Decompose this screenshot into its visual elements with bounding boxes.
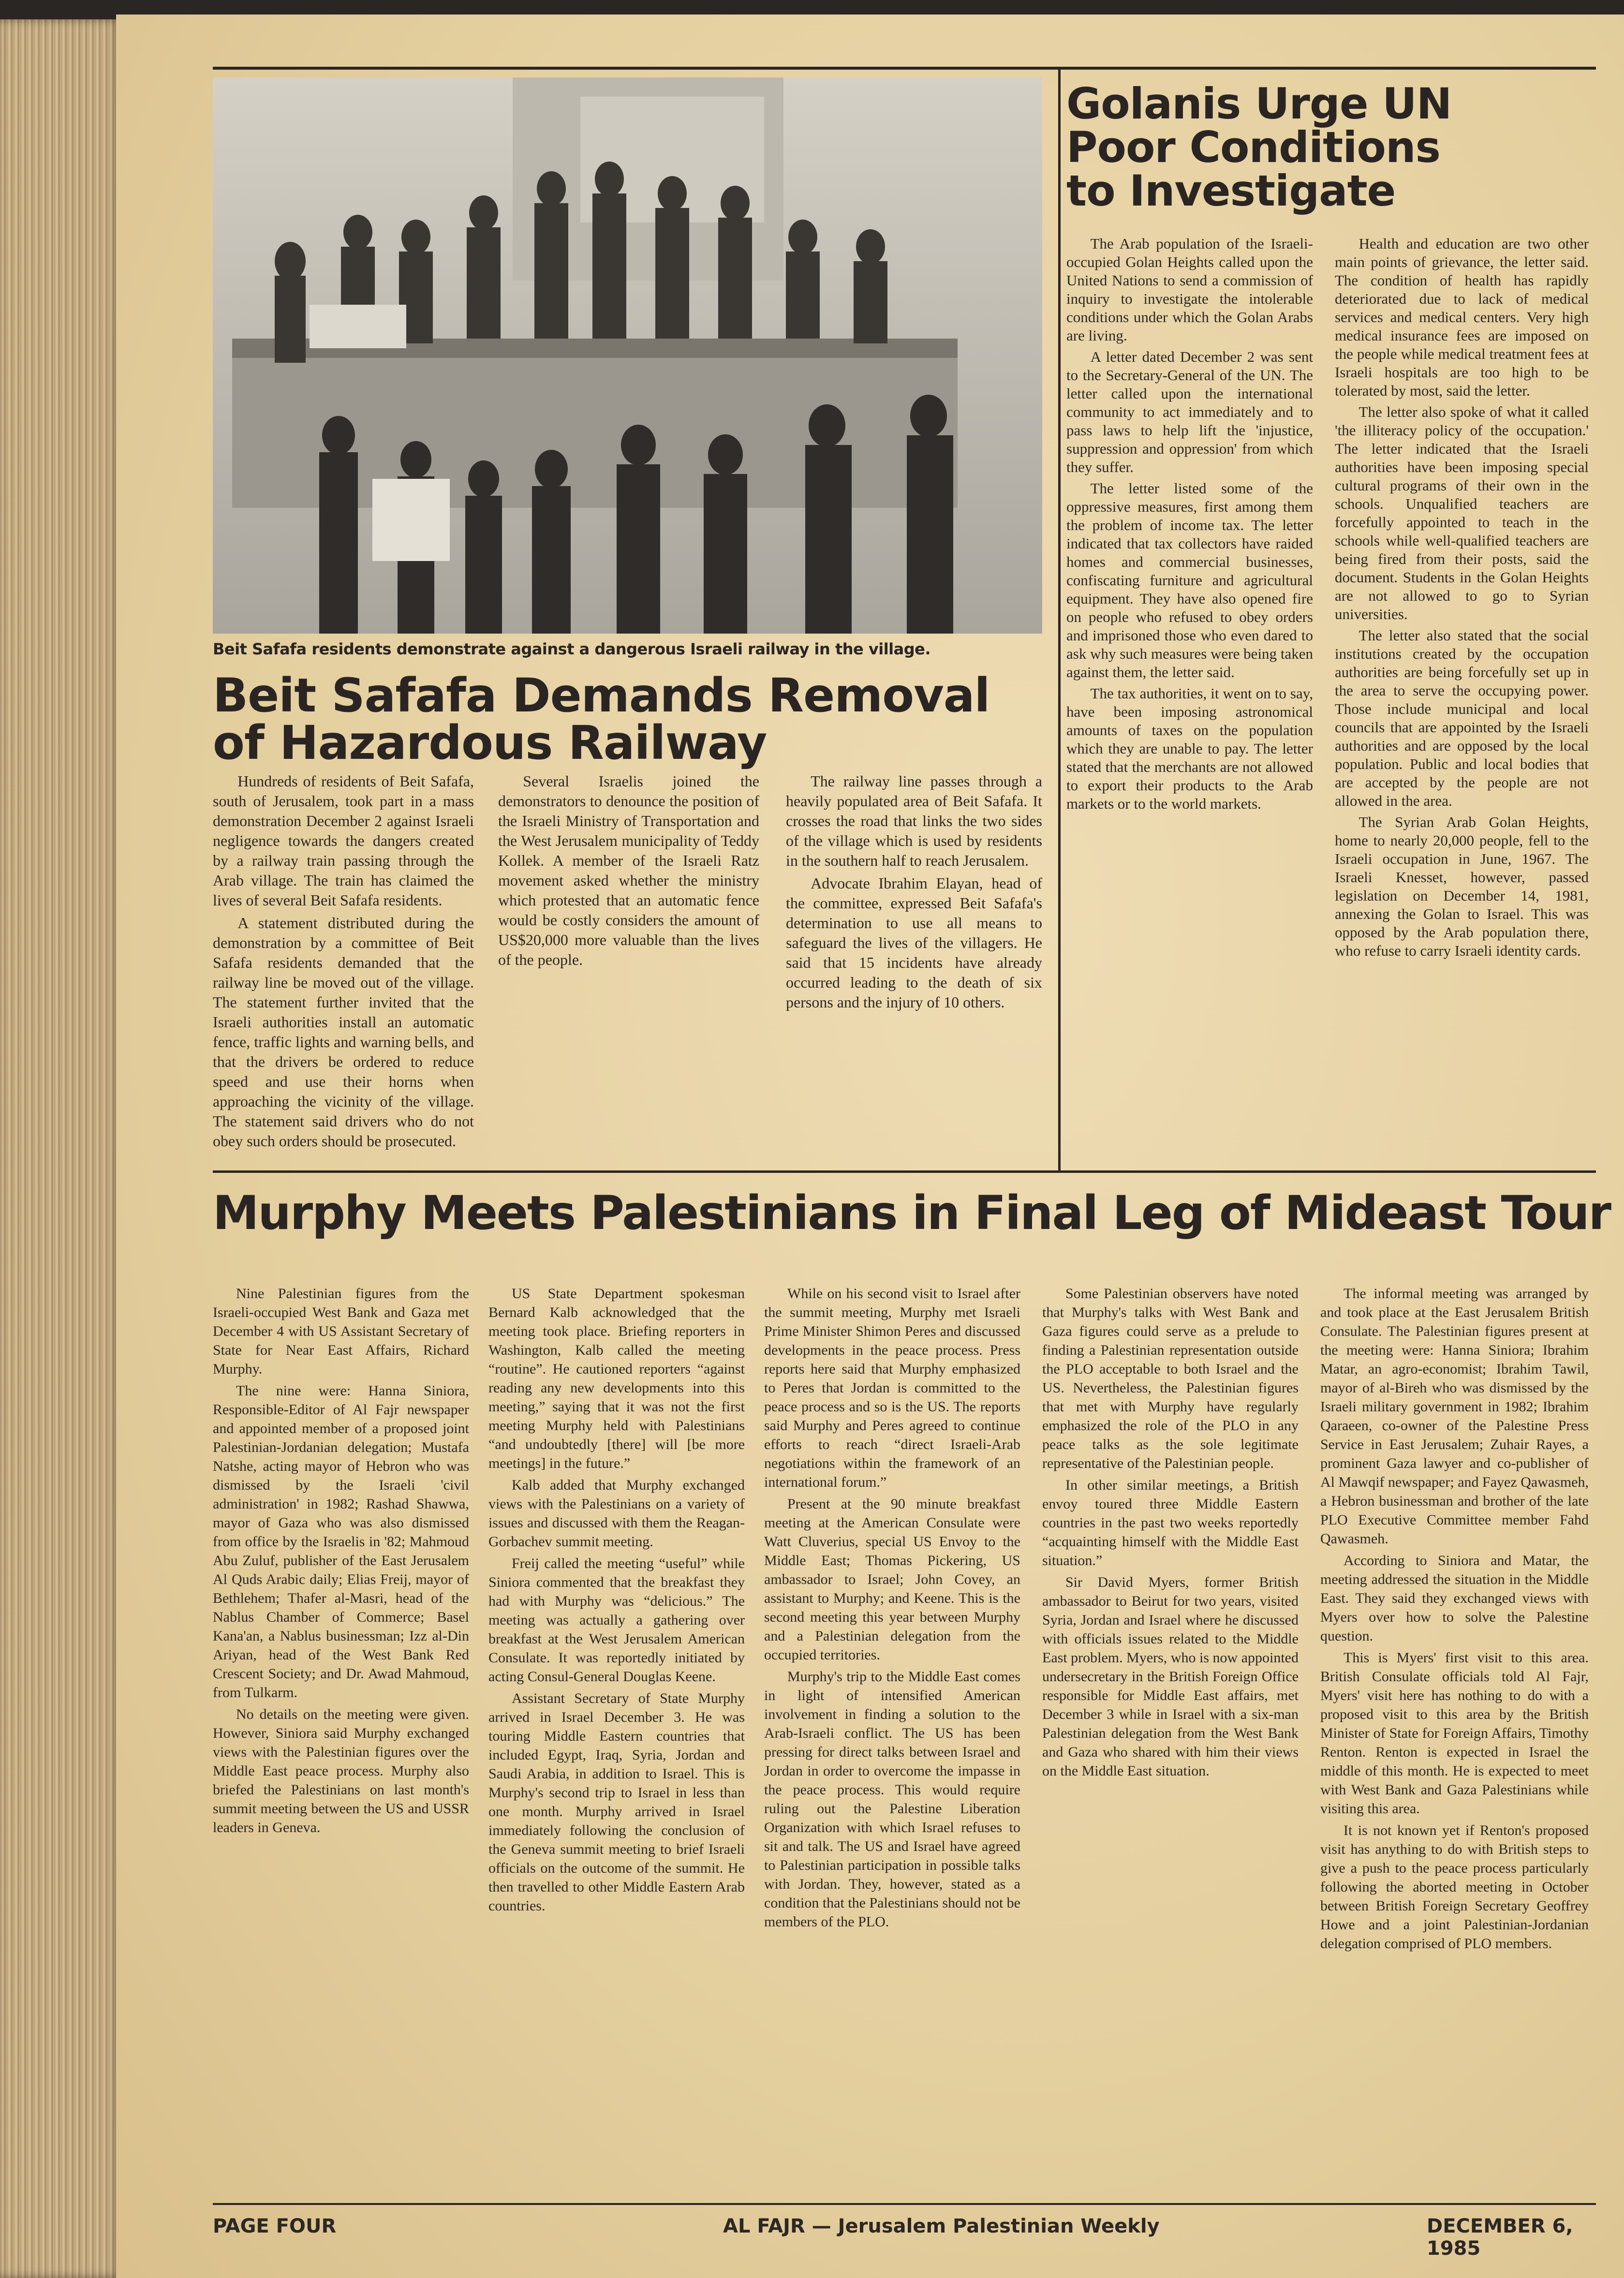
issue-date: DECEMBER 6, 1985 — [1427, 2215, 1573, 2260]
paragraph: Kalb added that Murphy exchanged views with the Palestinians on a variety of issues and discussed with them the Reagan-Gorbachev summit meeting. — [488, 1477, 745, 1550]
publication-name: AL FAJR — Jerusalem Palestinian Weekly — [723, 2215, 1160, 2237]
paragraph: Freij called the meeting “useful” while Siniora commented that the breakfast they had with Murphy was “delicious.” The meeting was actually a gathering over breakfast at the West Jerusalem American Consulate. It was reportedly initiated by acting Consul-General Douglas Keene. — [488, 1555, 745, 1685]
section-rule — [213, 1170, 1596, 1173]
paragraph: Nine Palestinian figures from the Israeli-occupied West Bank and Gaza met December 4 with US Assistant Secretary of State for Near East Affairs, Richard Murphy. — [213, 1286, 469, 1377]
paragraph: Sir David Myers, former British ambassador to Beirut for two years, visited Syria, Jordan and Israel where he discussed with officials issues related to the Middle East problem. Myers, who is now appointed undersecretary in the British Foreign Office responsible for Middle East affairs, met December 3 while in Israel with a six-man Palestinian delegation from the West Bank and Gaza who shared with him their views on the Middle East situation. — [1042, 1574, 1299, 1779]
paragraph: The letter listed some of the oppressive measures, first among them the problem of income tax. The letter indicated that tax collectors have raided homes and commercial businesses, confiscating furniture and agricultural equipment. They have also opened fire on people who refused to obey orders and imprisoned those who even dared to ask why such measures were being taken against them, the letter said. — [1066, 480, 1313, 680]
murphy-col-2 — [488, 1284, 745, 1918]
paragraph: Hundreds of residents of Beit Safafa, south of Jerusalem, took part in a mass demonstration December 2 against Israeli negligence towards the dangers created by a railway train passing through the Arab village. The train has claimed the lives of several Beit Safafa residents. — [213, 772, 474, 909]
page-stack-edge — [0, 19, 121, 2278]
paragraph: Several Israelis joined the demonstrators to denounce the position of the Israeli Ministry of Transportation and the West Jerusalem municipality of Teddy Kollek. A member of the Israeli Ratz movement asked whether the ministry which protested that an automatic fence would be costly considers the amount of US$20,000 more valuable than the lives of the people. — [498, 772, 759, 968]
golanis-headline: Golanis Urge UN Poor Conditions to Investigate — [1066, 79, 1452, 216]
murphy-col-3 — [764, 1284, 1020, 1934]
beit-safafa-col-2 — [498, 771, 759, 973]
paragraph: This is Myers' first visit to this area. British Consulate officials told Al Fajr, Myers' visit here has nothing to do with a proposed visit to this area by the British Minister of State for Foreign Affairs, Timothy Renton. Renton is expected in Israel the middle of this month. He is expected to meet with West Bank and Gaza Palestinians while visiting this area. — [1320, 1650, 1589, 1817]
golanis-col-2 — [1335, 235, 1589, 963]
murphy-headline: Murphy Meets Palestinians in Final Leg of Mideast Tour — [213, 1186, 1610, 1240]
murphy-col-1 — [213, 1284, 469, 1840]
paragraph: The letter also stated that the social institutions created by the occupation authorities are being forcefully set up in the area to serve the occupying power. Those include municipal and local councils that are appointed by the Israeli authorities and are opposed by the local population. Public and local bodies that are accepted by the people are not allowed in the area. — [1335, 627, 1589, 809]
paragraph: Health and education are two other main points of grievance, the letter said. The condition of health has rapidly deteriorated due to lack of medical services and medical centers. Very high medical insurance fees are imposed on the people while medical treatment fees at Israeli hospitals are too high to be tolerated by most, said the letter. — [1335, 235, 1589, 399]
murphy-col-4 — [1042, 1284, 1299, 1783]
paragraph: In other similar meetings, a British envoy toured three Middle Eastern countries in the past two weeks reportedly “acquainting himself with the Middle East situation.” — [1042, 1477, 1299, 1568]
paragraph: No details on the meeting were given. However, Siniora said Murphy exchanged views with the Palestinian figures over the Middle East peace process. Murphy also briefed the Palestinians on last month's summit meeting between the US and USSR leaders in Geneva. — [213, 1706, 469, 1835]
paragraph: The railway line passes through a heavily populated area of Beit Safafa. It crosses the road that links the two sides of the village which is used by residents in the southern half to reach Jerusalem. — [786, 772, 1042, 869]
paragraph: Advocate Ibrahim Elayan, head of the committee, expressed Beit Safafa's determination to use all means to safeguard the lives of the villagers. He said that 15 incidents have already occurred leading to the death of six persons and the injury of 10 others. — [786, 874, 1042, 1011]
paragraph: The nine were: Hanna Siniora, Responsible-Editor of Al Fajr newspaper and appointed member of a proposed joint Palestinian-Jordanian delegation; Mustafa Natshe, acting mayor of Hebron who was dismissed by the Israeli 'civil administration' in 1982; Rashad Shawwa, mayor of Gaza who was also dismissed from office by the Israelis in '82; Mahmoud Abu Zuluf, publisher of the East Jerusalem Al Quds Arabic daily; Elias Freij, mayor of Bethlehem; Thafer al-Masri, head of the Nablus Chamber of Commerce; Basel Kana'an, a Nablus businessman; Izz al-Din Ariyan, head of the West Bank Red Crescent Society; and Dr. Awad Mahmoud, from Tulkarm. — [213, 1383, 469, 1701]
paragraph: Murphy's trip to the Middle East comes in light of intensified American involvement in finding a solution to the Arab-Israeli conflict. The US has been pressing for direct talks between Israel and Jordan in order to overcome the impasse in the peace process. This would require ruling out the Palestine Liberation Organization with which Israel refuses to sit and talk. The US and Israel have agreed to Palestinian participation in possible talks with Jordan. They, however, stated as a condition that the Palestinians should not be members of the PLO. — [764, 1669, 1020, 1930]
column-divider — [1058, 67, 1061, 1172]
murphy-col-5 — [1320, 1284, 1589, 1956]
beit-safafa-col-3 — [786, 771, 1042, 1015]
top-rule — [213, 67, 1596, 70]
beit-safafa-col-1 — [213, 771, 474, 1154]
paragraph: The letter also spoke of what it called 'the illiteracy policy of the occupation.' The letter indicated that the Israeli authorities have been imposing special cultural programs of their own in the schools. Unqualified teachers are forcefully appointed to teach in the schools while well-qualified teachers are being fired from their posts, said the document. Students in the Golan Heights are not allowed to go to Syrian universities. — [1335, 403, 1589, 622]
paragraph: Some Palestinian observers have noted that Murphy's talks with West Bank and Gaza figures could serve as a prelude to finding a Palestinian representation outside the PLO acceptable to both Israel and the US. Nevertheless, the Palestinian figures that met with Murphy have regularly emphasized the role of the PLO in any peace talks as the sole legitimate representative of the Palestinian people. — [1042, 1286, 1299, 1471]
photo-caption: Beit Safafa residents demonstrate against a dangerous Israeli railway in the village. — [213, 640, 930, 658]
golanis-col-1 — [1066, 235, 1313, 816]
newspaper-page — [116, 15, 1624, 2278]
page-number: PAGE FOUR — [213, 2215, 337, 2237]
paragraph: US State Department spokesman Bernard Kalb acknowledged that the meeting took place. Briefing reporters in Washington, Kalb called the meeting “routine”. He cautioned reporters “against reading any new developments into this meeting,” saying that it was not the first meeting Murphy held with Palestinians “and undoubtedly [there] will [be more meetings] in the future.” — [488, 1286, 745, 1471]
demonstration-photo — [213, 77, 1042, 634]
paragraph: A statement distributed during the demonstration by a committee of Beit Safafa residents demanded that the railway line be moved out of the village. The statement further invited that the Israeli authorities install an automatic fence, traffic lights and warning bells, and that the drivers be ordered to reduce speed and use their horns when approaching the vicinity of the village. The statement said drivers who do not obey such orders should be prosecuted. — [213, 914, 474, 1150]
paragraph: The Arab population of the Israeli-occupied Golan Heights called upon the United Nations to send a commission of inquiry to investigate the intolerable conditions under which the Golan Arabs are living. — [1066, 235, 1313, 344]
paragraph: The Syrian Arab Golan Heights, home to nearly 20,000 people, fell to the Israeli occupation in June, 1967. The Israeli Knesset, however, passed legislation on December 14, 1981, annexing the Golan to Israel. This was opposed by the Arab population there, who refuse to carry Israeli identity cards. — [1335, 814, 1589, 959]
paragraph: Present at the 90 minute breakfast meeting at the American Consulate were Watt Cluverius, special US Envoy to the Middle East; Thomas Pickering, US ambassador to Israel; John Covey, an assistant to Murphy; and Keene. This is the second meeting this year between Murphy and a Palestinian delegation from the occupied territories. — [764, 1496, 1020, 1663]
paragraph: It is not known yet if Renton's proposed visit has anything to do with British steps to give a push to the peace process particularly following the aborted meeting in October between British Foreign Secretary Geoffrey Howe and a joint Palestinian-Jordanian delegation comprised of PLO members. — [1320, 1822, 1589, 1952]
paragraph: According to Siniora and Matar, the meeting addressed the situation in the Middle East. They said they exchanged views with Myers over how to solve the Palestine question. — [1320, 1553, 1589, 1644]
bottom-rule — [213, 2203, 1596, 2205]
paragraph: The tax authorities, it went on to say, have been imposing astronomical amounts of taxes on the population which they are unable to pay. The letter stated that the merchants are not allowed to export their products to the Arab markets or to the world markets. — [1066, 685, 1313, 812]
paragraph: The informal meeting was arranged by and took place at the East Jerusalem British Consulate. The Palestinian figures present at the meeting were: Hanna Siniora; Ibrahim Matar, an agro-economist; Ibrahim Tawil, mayor of al-Bireh who was dismissed by the Israeli military government in 1982; Ibrahim Qaraeen, co-owner of the Palestine Press Service in East Jerusalem; Zuhair Rayes, a prominent Gaza lawyer and co-publisher of Al Mawqif newspaper; and Fayez Qawasmeh, a Hebron businessman and brother of the late PLO Executive Committee member Fahd Qawasmeh. — [1320, 1286, 1589, 1547]
paragraph: A letter dated December 2 was sent to the Secretary-General of the UN. The letter called upon the international community to act immediately and to pass laws to help lift the 'injustice, suppression and oppression' from which they suffer. — [1066, 348, 1313, 475]
paragraph: While on his second visit to Israel after the summit meeting, Murphy met Israeli Prime Minister Shimon Peres and discussed developments in the peace process. Press reports here said that Murphy emphasized to Peres that Jordan is committed to the peace process and so is the US. The reports said Murphy and Peres agreed to continue efforts to reach “direct Israeli-Arab negotiations within the framework of an international forum.” — [764, 1286, 1020, 1490]
beit-safafa-headline: Beit Safafa Demands Removal of Hazardous Railway — [213, 668, 990, 770]
paragraph: Assistant Secretary of State Murphy arrived in Israel December 3. He was touring Middle Eastern countries that included Egypt, Iraq, Syria, Jordan and Saudi Arabia, in addition to Israel. This is Murphy's second trip to Israel in less than one month. Murphy arrived in Israel immediately following the conclusion of the Geneva summit meeting to brief Israeli officials on the outcome of the summit. He then travelled to other Middle Eastern Arab countries. — [488, 1690, 745, 1914]
